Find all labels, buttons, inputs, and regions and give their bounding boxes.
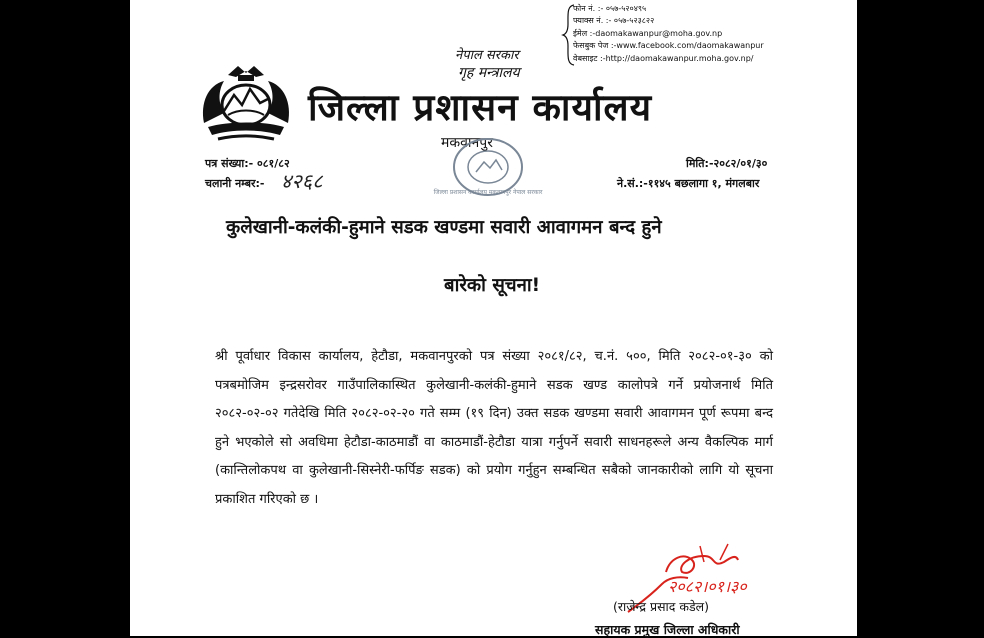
reference-number: पत्र संख्या:- ०८१/८२: [205, 157, 290, 170]
dispatch-label: चलानी नम्बर:-: [205, 177, 265, 190]
government-name: नेपाल सरकार: [455, 48, 519, 63]
office-title: जिल्ला प्रशासन कार्यालय: [308, 85, 653, 129]
office-stamp: [433, 136, 543, 198]
contact-facebook: फेसबुक पेज :-www.facebook.com/daomakawanpur: [573, 41, 764, 51]
contact-email: ईमेल :-daomakawanpur@moha.gov.np: [573, 28, 723, 38]
notice-body: श्री पूर्वाधार विकास कार्यालय, हेटौडा, मकवानपुरको पत्र संख्या २०८१/८२, च.नं. ५००, मिति २०८२-०१-३० को पत्रबमोजिम इन्द्रसरोवर गाउँपालिकास्थित कुलेखानी-कलंकी-हुमाने सडक खण्ड कालोपत्रे गर्ने प्रयोजनार्थ मिति २०८२-०२-०२ गतेदेखि मिति २०८२-०२-२० गते सम्म (१९ दिन) उक्त सडक खण्डमा सवारी आवागमन पूर्ण रूपमा बन्द हुने भएकोले सो अवधिमा हेटौडा-काठमाडौं वा काठमाडौं-हेटौडा यात्रा गर्नुपर्ने सवारी साधनहरूले अन्य वैकल्पिक मार्ग (कान्तिलोकपथ वा कुलेखानी-सिस्नेरी-फर्पिङ सडक) को प्रयोग गर्नुहुन सम्बन्धित सबैको जानकारीको लागि यो सूचना प्रकाशित गरिएको छ ।: [215, 349, 773, 507]
dispatch-number: ४२६८: [281, 169, 323, 193]
stamp-text: जिल्ला प्रशासन कार्यालय मकवानपुर नेपाल सरकार: [433, 189, 543, 196]
contact-info: [573, 3, 764, 65]
signature-date: २०८२।०१।३०: [668, 577, 747, 596]
subject-line-2: बारेको सूचना!: [444, 275, 541, 296]
dispatch-number-handwritten: [279, 166, 349, 196]
subject-line-1: कुलेखानी-कलंकी-हुमाने सडक खण्डमा सवारी आवागमन बन्द हुने: [226, 217, 662, 238]
ministry-name: गृह मन्त्रालय: [458, 65, 520, 81]
contact-website: वेबसाइट :-http://daomakawanpur.moha.gov.np/: [573, 53, 754, 63]
contact-phone: फोन नं. :- ०५७-५२०४९५: [573, 4, 647, 13]
contact-fax: फ्याक्स नं. :- ०५७-५२३८२२: [573, 16, 655, 26]
nepal-samvat-date: ने.सं.:-११४५ बछलागा १, मंगलबार: [617, 177, 760, 190]
signer-name: (राजेन्द्र प्रसाद कडेल): [613, 599, 710, 614]
signer-title: सहायक प्रमुख जिल्ला अधिकारी: [595, 622, 740, 637]
notice-document: [130, 0, 857, 636]
district-name: मकवानपुर: [441, 135, 493, 151]
issue-date: मिति:-२०८२/०१/३०: [686, 157, 768, 170]
nepal-emblem-icon: [198, 63, 294, 145]
